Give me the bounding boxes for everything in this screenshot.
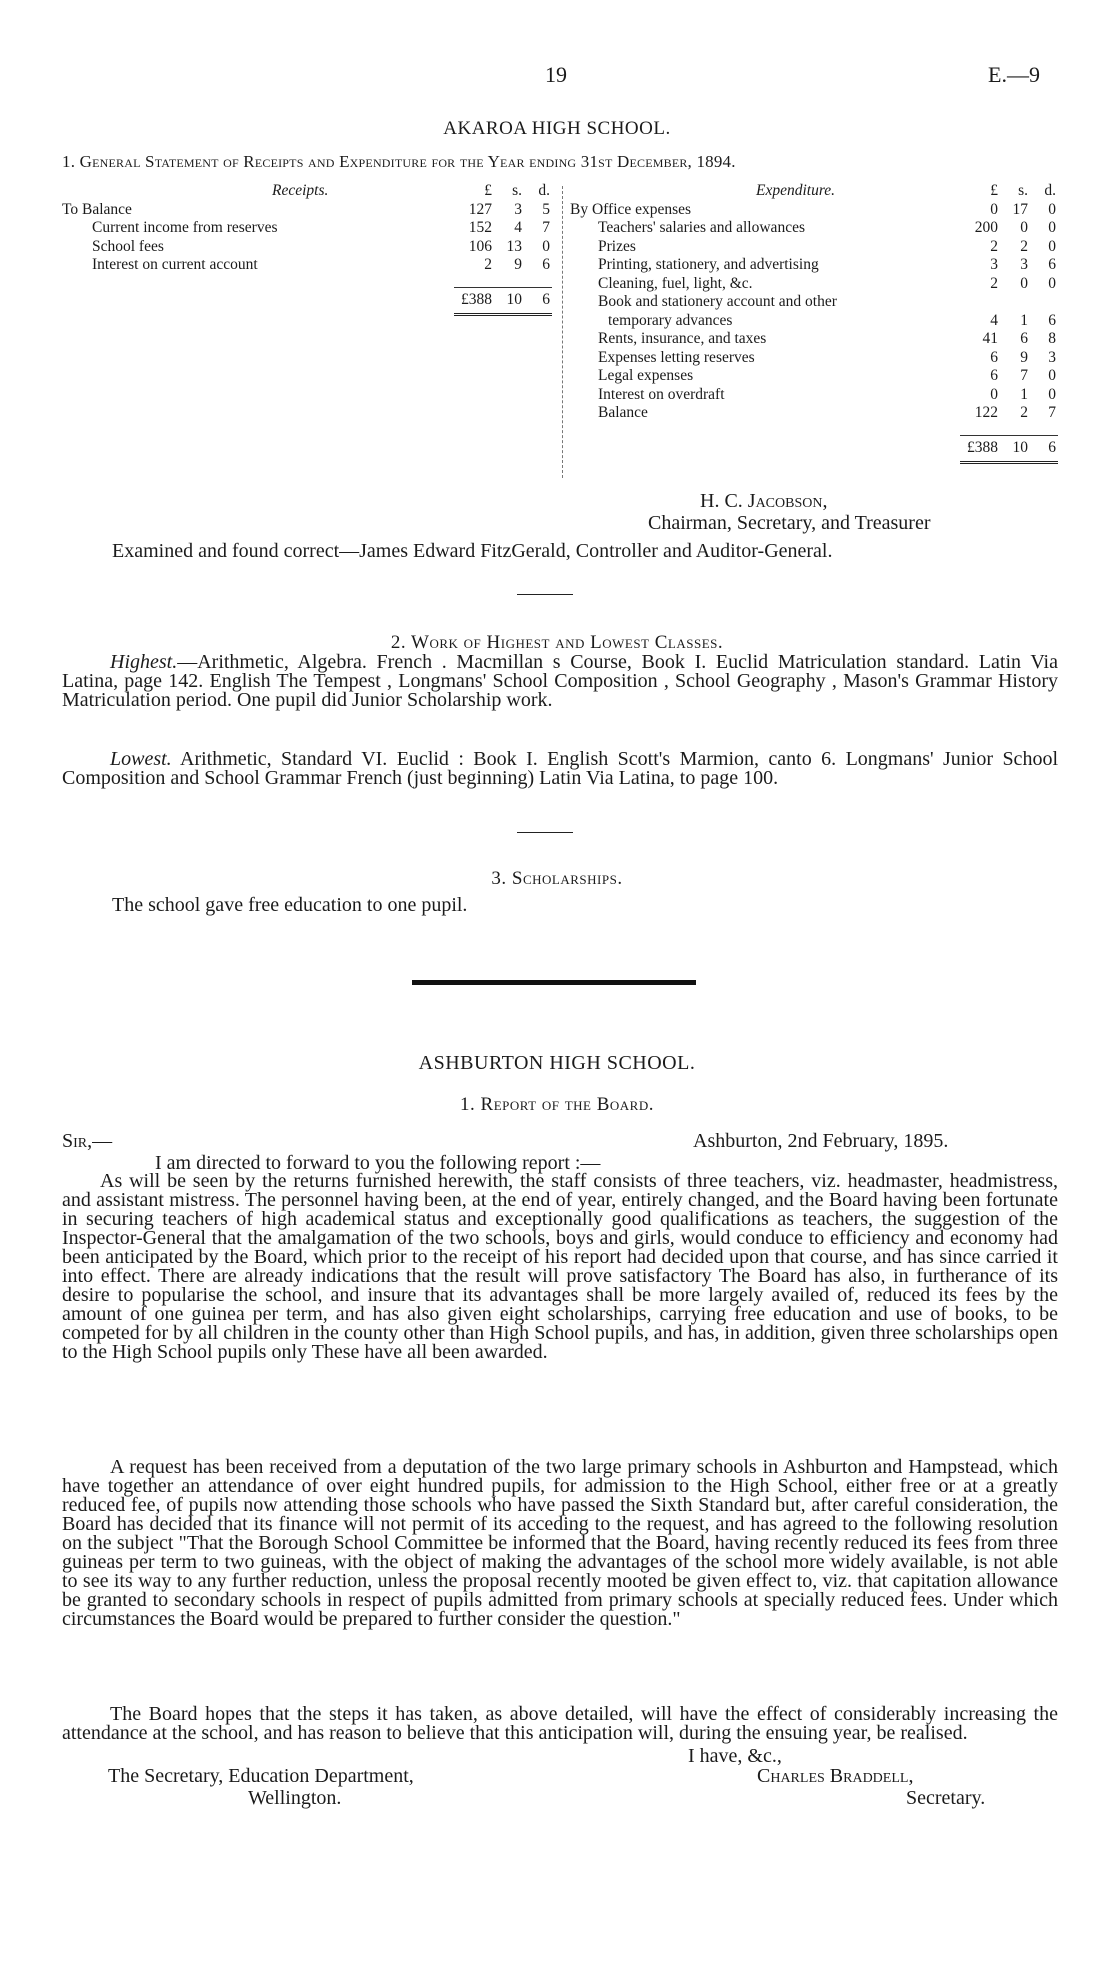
cell-pounds: 41 [982,330,998,347]
row-label: temporary advances [608,311,733,329]
row-label: By Office expenses [570,200,692,218]
examined-note: Examined and found correct—James Edward FitzGerald, Controller and Auditor-General. [112,540,833,562]
cell-shillings: 6 [1020,330,1028,347]
closing: I have, &c., [688,1745,782,1767]
cell-shillings: 13 [506,237,522,255]
scholarships-text: The school gave free education to one pupil. [112,894,468,916]
section-separator [412,980,696,985]
cell-pence: 0 [1048,367,1056,384]
cell-pounds: 200 [974,219,998,236]
report-title: 1. Report of the Board. [460,1094,654,1115]
cell-pounds: 3 [990,256,998,273]
document-reference: E.—9 [988,62,1040,87]
cell-shillings: 1 [1020,311,1028,329]
recipient-line-1: The Secretary, Education Department, [108,1765,414,1787]
cell-pence: 6 [1048,256,1056,273]
table-row [570,349,1060,368]
divider [517,832,573,833]
work-title: 2. Work of Highest and Lowest Classes. [390,632,724,653]
expenditure-heading: Expenditure. [756,182,836,199]
salutation: Sir,— [62,1130,113,1152]
signatory-name: H. C. Jacobson, [700,490,828,512]
divider [517,594,573,595]
col-shillings: s. [1018,182,1028,199]
page-number: 19 [545,62,567,87]
table-row [570,275,1060,294]
lowest-class-paragraph: Lowest. Arithmetic, Standard VI. Euclid : Book I. English Scott's Marmion, canto 6. Longmans' Junior School Composition and School Grammar French (just beginning) Latin Via Latina, to page 100. [62,748,1058,789]
table-row [62,201,558,220]
statement-title: 1. General Statement of Receipts and Expenditure for the Year ending 31st December, 1894. [62,152,736,171]
cell-pence: 6 [1048,311,1056,329]
cell-shillings: 2 [1020,404,1028,421]
table-row [570,238,1060,257]
row-label: Rents, insurance, and taxes [598,330,767,347]
report-paragraph-1: As will be seen by the returns furnished herewith, the staff consists of three teachers, viz. headmaster, headmistress, and assistant mistress. The personnel having been, at the end of year, entirely changed, and the Board having been fortunate in securing teachers of high academical status and exceptionally good qualifications as teachers, the suggestion of the Inspector-General that the amalgamation of the two schools, boys and girls, would conduce to efficiency and economy had been anticipated by the Board, which prior to the receipt of his report had decided upon that course, and has since carried it into effect. There are already indications that the result will prove satisfactory The Board has also, in furtherance of its desire to popularise the school, and insure that its advantages shall be more largely availed of, reduced its fees by the amount of one guinea per term, and has also given eight scholarships, carrying free education and use of books, to be competed for by all children in the county other than High School pupils, and has, in addition, given three scholarships open to the High School pupils only These have all been awarded. [62,1170,1058,1363]
cell-pence: 5 [542,200,550,218]
row-label: School fees [92,237,164,255]
intro-line: I am directed to forward to you the following report :— [155,1152,601,1174]
expenditure-table [570,182,1060,464]
cell-pence: 0 [1048,219,1056,236]
cell-pence: 0 [1048,274,1056,292]
row-label: Printing, stationery, and advertising [598,256,819,273]
table-row [570,330,1060,349]
receipts-total: £388 10 6 [461,290,550,308]
highest-class-paragraph: Highest.—Arithmetic, Algebra. French . Macmillan s Course, Book I. Euclid Matriculation standard. Latin Via Latina, page 142. English The Tempest , Longmans' School Composition , School Geography , Mason's Grammar History Matriculation period. One pupil did Junior Scholarship work. [62,651,1058,711]
col-shillings: s. [512,182,522,199]
col-pounds: £ [990,182,998,199]
recipient-line-2: Wellington. [248,1787,342,1809]
cell-pence: 3 [1048,348,1056,366]
table-row [570,256,1060,275]
receipts-heading: Receipts. [272,182,329,199]
cell-pounds: 127 [468,200,492,218]
row-label: Expenses letting reserves [598,348,755,366]
table-row [62,219,558,238]
report-paragraph-3: The Board hopes that the steps it has taken, as above detailed, will have the effect of considerably increasing the attendance at the school, and has reason to believe that this anticipation will, during the ensuing year, be realised. [62,1703,1058,1744]
table-row [570,404,1060,423]
receipts-table [62,182,558,316]
row-label: Teachers' salaries and allowances [598,219,805,236]
cell-pounds: 2 [990,274,998,292]
expenditure-header [570,182,1060,201]
table-row [570,386,1060,405]
row-label: Interest on overdraft [598,385,725,403]
cell-shillings: 3 [514,200,522,218]
cell-pounds: 2 [990,237,998,255]
row-label: Balance [598,404,648,421]
cell-shillings: 9 [514,256,522,273]
cell-shillings: 0 [1020,274,1028,292]
cell-pence: 7 [1048,404,1056,421]
signatory-role: Chairman, Secretary, and Treasurer [648,512,931,534]
col-pounds: £ [484,182,492,199]
cell-pence: 0 [1048,237,1056,255]
cell-pounds: 2 [484,256,492,273]
row-label: Cleaning, fuel, light, &c. [598,274,753,292]
table-divider [562,186,563,478]
table-row [570,219,1060,238]
cell-shillings: 17 [1012,200,1028,218]
cell-shillings: 4 [514,219,522,236]
report-paragraph-2: A request has been received from a deputation of the two large primary schools in Ashburton and Hampstead, which have together an attendance of over eight hundred pupils, for admission to the High School, either free or at a greatly reduced fee, of pupils now attending those schools who have passed the Sixth Standard but, after careful consideration, the Board has decided that its finance will not permit of its acceding to the request, and has agreed to the following resolution on the subject "That the Borough School Committee be informed that the Board, having recently reduced its fees from three guineas per term to two guineas, with the object of making the advantages of the school more widely available, is not able to see its way to any further reduction, unless the proposal recently mooted be given effect to, viz. that capitation allowance be granted to secondary schools in respect of pupils admitted from primary schools at specially reduced fees. Under which circumstances the Board would be prepared to further consider the question." [62,1456,1058,1630]
cell-pounds: 6 [990,367,998,384]
row-label: Book and stationery account and other [598,293,837,310]
cell-pounds: 0 [990,385,998,403]
cell-pence: 0 [1048,200,1056,218]
row-label: Legal expenses [598,367,694,384]
cell-shillings: 3 [1020,256,1028,273]
table-row [570,293,1060,312]
ashburton-title: ASHBURTON HIGH SCHOOL. [418,1052,696,1074]
table-row [570,201,1060,220]
expenditure-total: £388 10 6 [967,438,1056,456]
col-pence: d. [1044,182,1056,199]
cell-shillings: 1 [1020,385,1028,403]
cell-shillings: 9 [1020,348,1028,366]
col-pence: d. [538,182,550,199]
cell-pence: 0 [542,237,550,255]
row-label: Prizes [598,237,636,255]
scholarships-title: 3. Scholarships. [491,868,623,889]
cell-pounds: 152 [468,219,492,236]
place-date: Ashburton, 2nd February, 1895. [693,1130,949,1152]
cell-pounds: 0 [990,200,998,218]
table-row [570,312,1060,331]
signer-role: Secretary. [906,1787,986,1809]
row-label: Current income from reserves [92,219,278,236]
cell-pence: 0 [1048,385,1056,403]
cell-pounds: 106 [468,237,492,255]
cell-shillings: 7 [1020,367,1028,384]
cell-pence: 6 [542,256,550,273]
table-row [62,238,558,257]
row-label: To Balance [62,200,132,218]
cell-pounds: 122 [974,404,998,421]
table-row [570,367,1060,386]
cell-pounds: 6 [990,348,998,366]
akaroa-title: AKAROA HIGH SCHOOL. [443,118,671,139]
cell-pence: 8 [1048,330,1056,347]
cell-pence: 7 [542,219,550,236]
row-label: Interest on current account [92,256,258,273]
table-row [62,256,558,275]
cell-shillings: 0 [1020,219,1028,236]
cell-shillings: 2 [1020,237,1028,255]
receipts-header [62,182,558,201]
cell-pounds: 4 [990,311,998,329]
signer-name: Charles Braddell, [757,1765,914,1787]
